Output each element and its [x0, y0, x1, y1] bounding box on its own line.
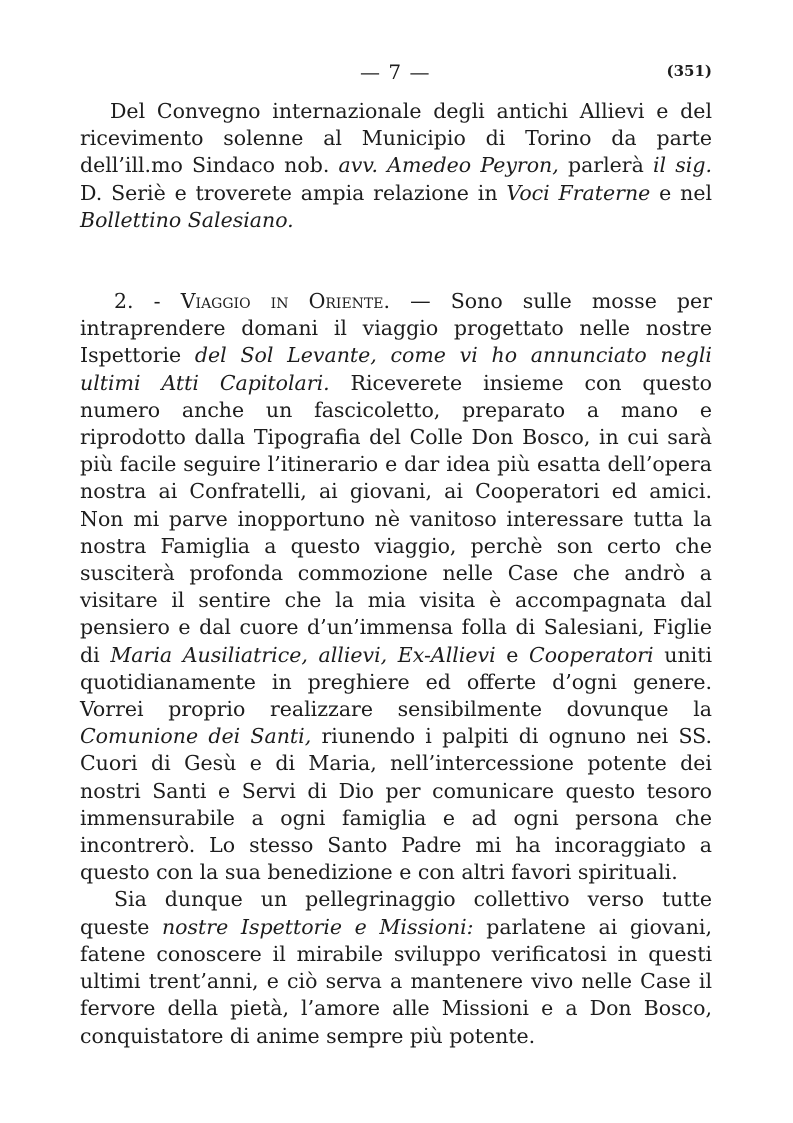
intro-text-2: parlerà — [558, 153, 653, 178]
closing-paragraph — [80, 886, 712, 1049]
intro-italic-4: Bollettino Salesiano. — [80, 207, 294, 232]
intro-text-4: e nel — [650, 180, 713, 205]
intro-text-1: Del Convegno internazionale degli antichi Allievi e del ricevimento solenne al Municipio di Torino da parte dell’ill.mo Sindaco nob. — [80, 99, 712, 178]
page-number: — 7 — — [360, 60, 431, 84]
closing-text-1: Sia dunque un pellegrinaggio collettivo verso tutte queste — [80, 887, 712, 939]
page-header — [80, 60, 712, 86]
section-italic-4: Comunione dei Santi, — [80, 724, 312, 749]
section-text-1: — Sono sulle mosse per intraprendere domani il viaggio progettato nelle nostre Ispettorie — [80, 289, 712, 368]
closing-text-2: parlatene ai giovani, fatene conoscere il mirabile sviluppo verificatosi in questi ultimi trent’anni, e ciò serva a mantenere vivo nelle Case il fervore della pietà, l’amore alle Missioni e a Don Bosco, conquistatore di anime sempre più potente. — [80, 914, 712, 1048]
section-text-3: e — [495, 642, 530, 667]
intro-paragraph — [80, 98, 712, 234]
section-italic-3: Cooperatori — [529, 642, 654, 667]
intro-italic-2: il sig. — [652, 153, 712, 178]
intro-italic-1: avv. Amedeo Peyron, — [338, 153, 559, 178]
archive-page-number: (351) — [666, 62, 712, 80]
intro-text-3: D. Seriè e troverete ampia relazione in — [80, 180, 507, 205]
section-text-5: riunendo i palpiti di ognuno nei SS. Cuori di Gesù e di Maria, nell’intercessione potente dei nostri Santi e Servi di Dio per comunicare questo tesoro immensurabile a ogni famiglia e ad ogni persona che incontrerò. Lo stesso Santo Padre mi ha incoraggiato a questo con la sua benedizione e con altri favori spirituali. — [80, 724, 713, 885]
section-title: Viaggio in Oriente. — [180, 289, 390, 314]
closing-italic-1: nostre Ispettorie e Missioni: — [161, 914, 474, 939]
section-text-2: Riceverete insieme con questo numero anche un fascicoletto, preparato a mano e riprodotto dalla Tipografia del Colle Don Bosco, in cui sarà più facile seguire l’itinerario e dar idea più esatta dell’opera nostra ai Confratelli, ai giovani, ai Cooperatori ed amici. Non mi parve inopportuno nè vanitoso interessare tutta la nostra Famiglia a questo viaggio, perchè son certo che susciterà profonda commozione nelle Case che andrò a visitare il sentire che la mia visita è accompagnata dal pensiero e dal cuore d’un’immensa folla di Salesiani, Figlie di — [80, 370, 712, 667]
intro-italic-3: Voci Fraterne — [506, 180, 651, 205]
section-italic-2: Maria Ausiliatrice, allievi, Ex-Allievi — [110, 642, 496, 667]
section-text-4: uniti quotidianamente in preghiere ed offerte d’ogni genere. Vorrei proprio realizzare sensibilmente dovunque la — [80, 642, 713, 722]
body-text — [80, 98, 712, 1050]
section-2-paragraph — [80, 288, 712, 886]
section-number: 2. - — [114, 289, 181, 314]
section-italic-1: del Sol Levante, come vi ho annunciato negli ultimi Atti Capitolari. — [80, 343, 712, 395]
